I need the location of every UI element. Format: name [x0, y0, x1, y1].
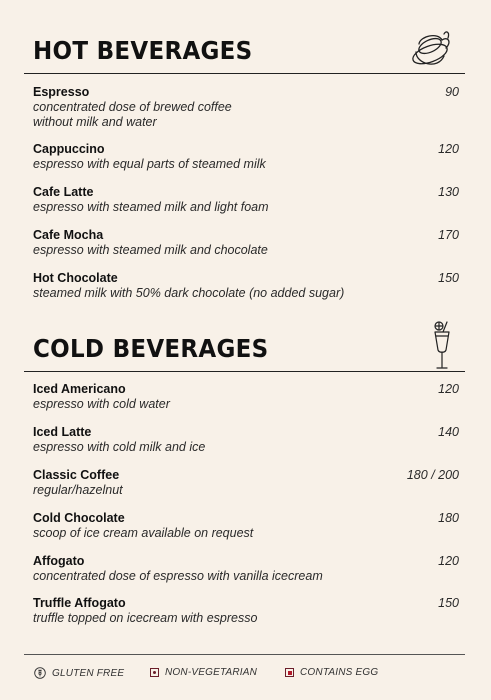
item-price: 120	[438, 382, 459, 396]
item-description: truffle topped on icecream with espresso	[33, 611, 258, 625]
coffee-cup-icon	[408, 28, 456, 72]
wheat-icon	[34, 667, 46, 679]
item-price: 130	[438, 185, 459, 199]
item-name: Truffle Affogato	[33, 596, 126, 610]
item-description: steamed milk with 50% dark chocolate (no added sugar)	[33, 286, 345, 300]
menu-item	[33, 185, 459, 215]
item-name: Iced Latte	[33, 425, 92, 439]
legend-contains-egg	[285, 667, 378, 678]
item-price: 180	[438, 511, 459, 525]
item-name: Cafe Mocha	[33, 228, 104, 242]
menu-item	[33, 554, 459, 584]
menu-item	[33, 228, 459, 258]
item-description: scoop of ice cream available on request	[33, 526, 254, 540]
item-description: concentrated dose of brewed coffee without milk and water	[33, 100, 232, 129]
legend-non-veg	[150, 667, 257, 678]
item-price: 170	[438, 228, 459, 242]
cold-section-divider	[24, 371, 465, 372]
non-veg-icon	[150, 668, 159, 677]
item-description: espresso with steamed milk and light foam	[33, 200, 269, 214]
item-description: espresso with equal parts of steamed milk	[33, 157, 266, 171]
legend-label: NON-VEGETARIAN	[165, 667, 258, 678]
menu-item	[33, 142, 459, 172]
item-name: Espresso	[33, 85, 90, 99]
item-price: 120	[438, 554, 459, 568]
item-description: concentrated dose of espresso with vanilla icecream	[33, 569, 323, 583]
item-name: Cold Chocolate	[33, 511, 125, 525]
legend-label: CONTAINS EGG	[300, 667, 379, 678]
item-name: Cappuccino	[33, 142, 105, 156]
item-price: 140	[438, 425, 459, 439]
item-description: espresso with steamed milk and chocolate	[33, 243, 268, 257]
item-name: Classic Coffee	[33, 468, 120, 482]
hot-section-title: HOT BEVERAGES	[33, 36, 253, 65]
menu-item	[33, 382, 459, 412]
egg-icon	[285, 668, 294, 677]
menu-item	[33, 468, 459, 498]
item-price: 180 / 200	[406, 468, 459, 482]
footer-divider	[24, 654, 465, 655]
item-price: 150	[438, 596, 459, 610]
item-name: Iced Americano	[33, 382, 126, 396]
item-description: espresso with cold water	[33, 397, 170, 411]
menu-item	[33, 271, 459, 301]
menu-item	[33, 85, 459, 130]
menu-item	[33, 425, 459, 455]
item-price: 90	[445, 85, 459, 99]
legend-gluten-free	[34, 667, 124, 679]
item-name: Cafe Latte	[33, 185, 94, 199]
item-description: regular/hazelnut	[33, 483, 123, 497]
item-name: Affogato	[33, 554, 85, 568]
menu-item	[33, 596, 459, 626]
hot-section-divider	[24, 73, 465, 74]
menu-item	[33, 511, 459, 541]
cold-section-title: COLD BEVERAGES	[33, 334, 269, 363]
item-price: 150	[438, 271, 459, 285]
cocktail-glass-icon	[431, 320, 453, 372]
item-description: espresso with cold milk and ice	[33, 440, 206, 454]
item-price: 120	[438, 142, 459, 156]
legend-label: GLUTEN FREE	[52, 667, 125, 679]
item-name: Hot Chocolate	[33, 271, 118, 285]
